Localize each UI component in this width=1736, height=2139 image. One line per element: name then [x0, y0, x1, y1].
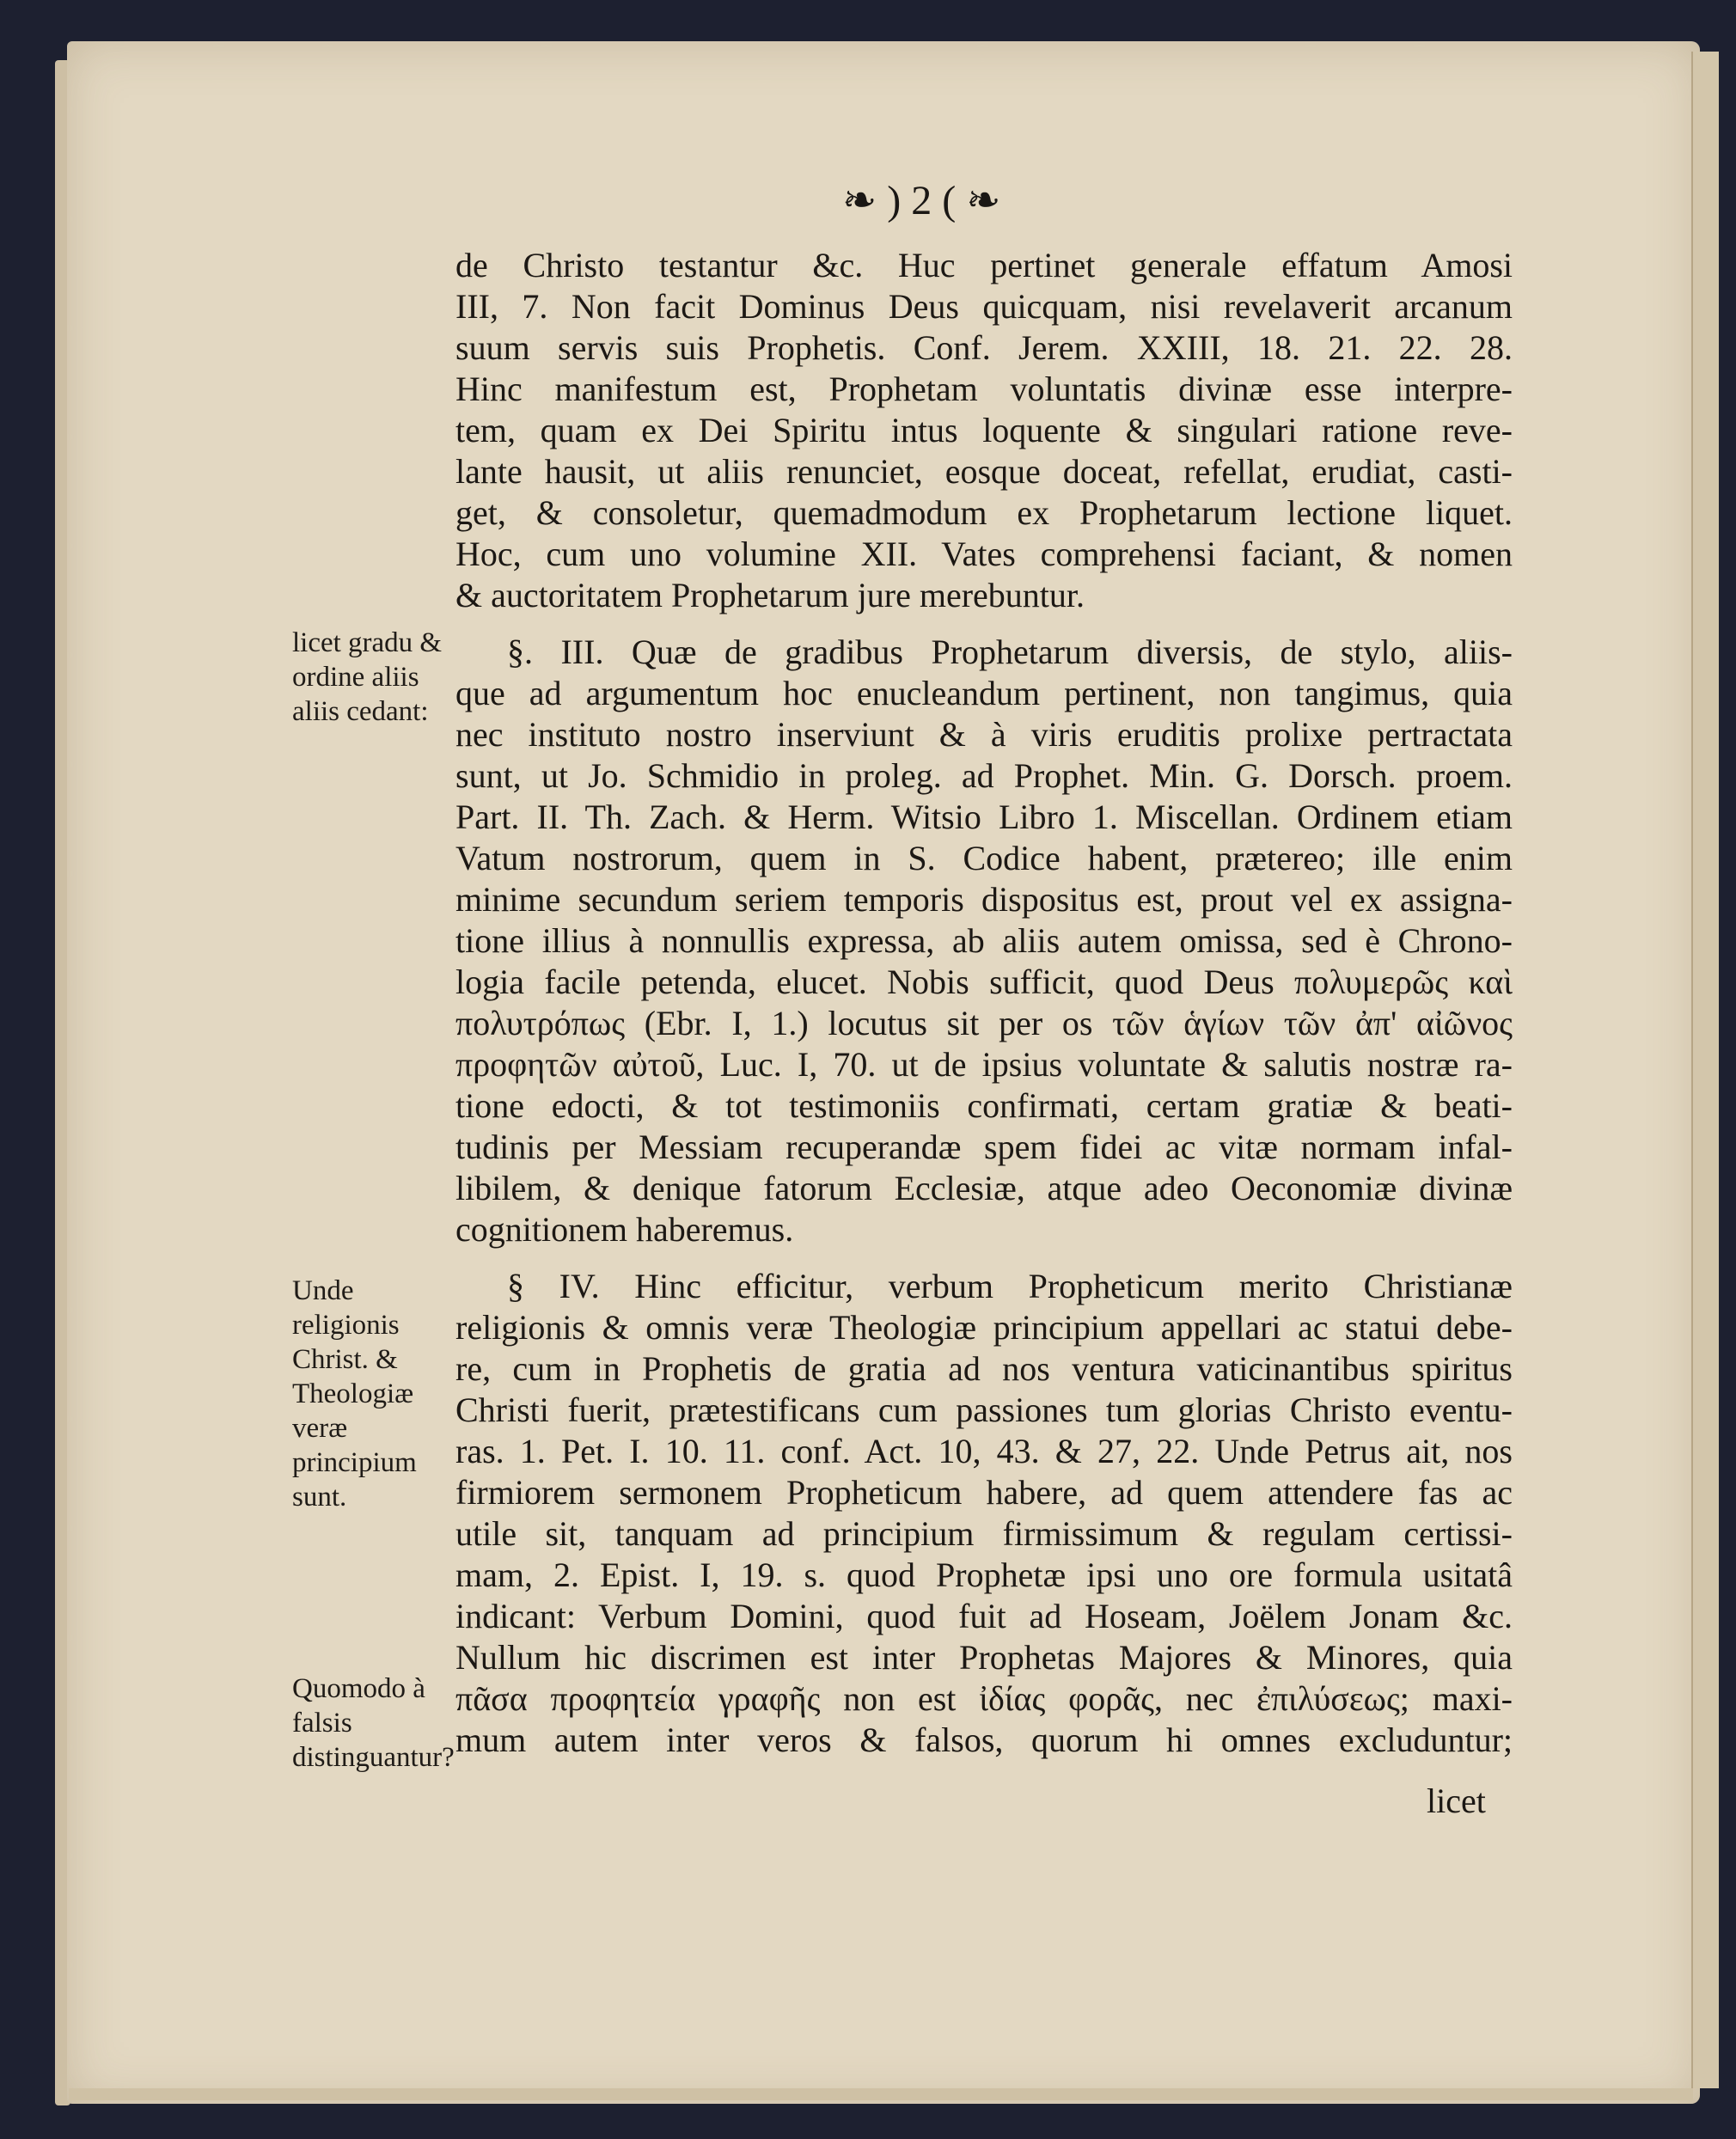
text-line: minime secundum seriem temporis dispositus est, prout vel ex assigna- [455, 880, 1513, 919]
catchword: licet [1427, 1781, 1486, 1820]
text-line: Christi fuerit, prætestificans cum passiones tum glorias Christo eventu- [455, 1390, 1513, 1429]
text-line: firmiorem sermonem Propheticum habere, ad quem attendere fas ac [455, 1473, 1513, 1512]
text-line: de Christo testantur &c. Huc pertinet generale effatum Amosi [455, 246, 1513, 284]
text-line: religionis & omnis veræ Theologiæ principium appellari ac statui debe- [455, 1308, 1513, 1347]
text-line: Nullum hic discrimen est inter Prophetas Majores & Minores, quia [455, 1638, 1513, 1677]
text-line: III, 7. Non facit Dominus Deus quicquam, nisi revelaverit arcanum [455, 287, 1513, 326]
text-line: πολυτρόπως (Ebr. I, 1.) locutus sit per os τῶν ἁγίων τῶν ἀπ' αἰῶνος [455, 1004, 1513, 1042]
text-line: προφητῶν αὐτοῦ, Luc. I, 70. ut de ipsius voluntate & salutis nostræ ra- [455, 1045, 1513, 1084]
text-line: tudinis per Messiam recuperandæ spem fidei ac vitæ normam infal- [455, 1128, 1513, 1166]
text-line: ras. 1. Pet. I. 10. 11. conf. Act. 10, 43. & 27, 22. Unde Petrus ait, nos [455, 1432, 1513, 1470]
text-line: πᾶσα προφητεία γραφῆς non est ἰδίας φορᾶς, nec ἐπιλύσεως; maxi- [455, 1679, 1513, 1718]
margin-note-principium: Unde religionis Christ. & Theologiæ veræ principium sunt. [292, 1275, 417, 1513]
text-line: suum servis suis Prophetis. Conf. Jerem. XXIII, 18. 21. 22. 28. [455, 328, 1513, 367]
text-line: logia facile petenda, elucet. Nobis sufficit, quod Deus πολυμερῶς καὶ [455, 963, 1513, 1001]
text-line: cognitionem haberemus. [455, 1210, 794, 1249]
text-line: re, cum in Prophetis de gratia ad nos ventura vaticinantibus spiritus [455, 1349, 1513, 1388]
text-line: tione illius à nonnullis expressa, ab aliis autem omissa, sed è Chrono- [455, 921, 1513, 960]
margin-note-gradus: licet gradu & ordine aliis aliis cedant: [292, 627, 443, 727]
text-line: nec instituto nostro inserviunt & à viris eruditis prolixe pertractata [455, 715, 1513, 754]
text-line: Hinc manifestum est, Prophetam voluntatis divinæ esse interpre- [455, 370, 1513, 408]
text-line: mam, 2. Epist. I, 19. s. quod Prophetæ ipsi uno ore formula usitatâ [455, 1555, 1513, 1594]
next-page-edge [1691, 52, 1719, 2088]
text-line: Vatum nostrorum, quem in S. Codice habent, prætereo; ille enim [455, 839, 1513, 877]
page-header: ❧ ) 2 ( ❧ [842, 178, 1001, 223]
text-line: sunt, ut Jo. Schmidio in proleg. ad Prophet. Min. G. Dorsch. proem. [455, 756, 1513, 795]
margin-note-falsis: Quomodo à falsis distinguantur? [292, 1673, 455, 1773]
text-line: libilem, & denique fatorum Ecclesiæ, atque adeo Oeconomiæ divinæ [455, 1169, 1513, 1207]
text-line: Hoc, cum uno volumine XII. Vates comprehensi faciant, & nomen [455, 535, 1513, 573]
text-line: utile sit, tanquam ad principium firmissimum & regulam certissi- [455, 1514, 1513, 1553]
section-iii-start: §. III. Quæ de gradibus Prophetarum diversis, de stylo, aliis- [507, 633, 1513, 671]
text-line: mum autem inter veros & falsos, quorum hi omnes excluduntur; [455, 1720, 1513, 1759]
text-line: lante hausit, ut aliis renunciet, eosque doceat, refellat, erudiat, casti- [455, 452, 1513, 491]
text-line: indicant: Verbum Domini, quod fuit ad Hoseam, Joëlem Jonam &c. [455, 1597, 1513, 1635]
text-line: tione edocti, & tot testimoniis confirmati, certam gratiæ & beati- [455, 1086, 1513, 1125]
text-line: get, & consoletur, quemadmodum ex Prophetarum lectione liquet. [455, 493, 1513, 532]
section-iv-start: § IV. Hinc efficitur, verbum Propheticum merito Christianæ [507, 1267, 1513, 1305]
text-line: tem, quam ex Dei Spiritu intus loquente & singulari ratione reve- [455, 411, 1513, 449]
text-line: Part. II. Th. Zach. & Herm. Witsio Libro 1. Miscellan. Ordinem etiam [455, 798, 1513, 836]
text-line: & auctoritatem Prophetarum jure merebuntur. [455, 576, 1085, 614]
text-line: que ad argumentum hoc enucleandum pertinent, non tangimus, quia [455, 674, 1513, 712]
page-bottom-edge [69, 2088, 1693, 2100]
